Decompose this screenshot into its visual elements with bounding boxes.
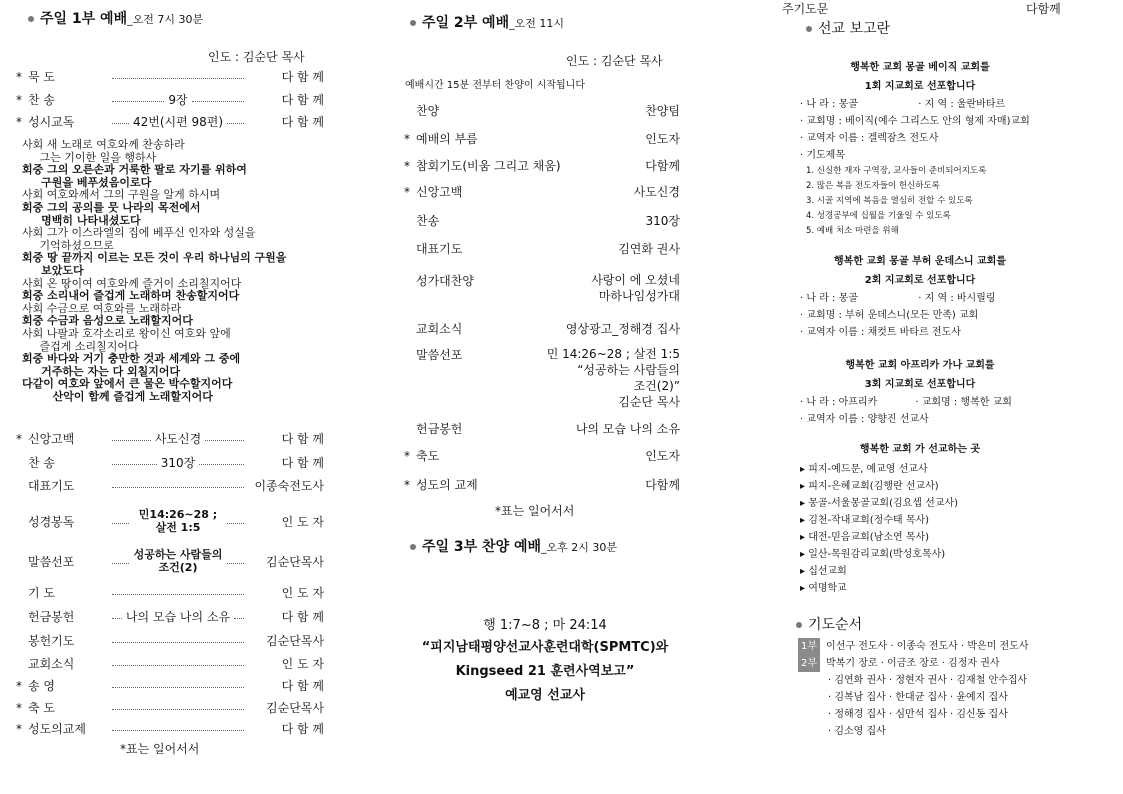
mission-line: ▸ 십선교회 bbox=[800, 566, 847, 577]
order-row bbox=[16, 477, 324, 494]
order-person-line: 찬양팀 bbox=[645, 104, 680, 118]
order-person bbox=[645, 476, 680, 493]
order-label: 성경봉독 bbox=[28, 514, 75, 529]
service2-leader: 인도 : 김순단 목사 bbox=[566, 54, 663, 68]
service1-title: 주일 1부 예배_오전 7시 30분 bbox=[28, 8, 203, 28]
mission-line: ▸ 김천-작내교회(정수태 목사) bbox=[800, 515, 930, 526]
order-label: 성도의교제 bbox=[28, 722, 86, 736]
order-person bbox=[566, 320, 680, 337]
order-label bbox=[404, 183, 462, 200]
star-mark: * bbox=[404, 185, 410, 199]
order-person: 다 함 께 bbox=[281, 722, 324, 736]
responsive-line: 사회 수금으로 여호와를 노래하라 bbox=[22, 301, 182, 315]
order-person: 이종숙전도사 bbox=[254, 479, 324, 493]
dotted-leader bbox=[112, 440, 151, 441]
mission-line: ▸ 피지-은혜교회(김행란 선교사) bbox=[800, 481, 939, 492]
order-row bbox=[404, 346, 680, 410]
prayer-row bbox=[798, 689, 1029, 706]
prayer-item: 5. 예배 처소 마련을 위해 bbox=[806, 226, 899, 236]
service2-note: 예배시간 15분 전부터 찬양이 시작됩니다 bbox=[405, 80, 585, 91]
order-label-text: 찬양 bbox=[416, 104, 440, 118]
order-label-text: 신앙고백 bbox=[416, 185, 463, 199]
prayer-order-list bbox=[798, 638, 1029, 740]
star-mark: * bbox=[404, 159, 410, 173]
order-person: 다 함 께 bbox=[281, 432, 324, 446]
star-mark: * bbox=[16, 92, 22, 107]
bullet-dot-icon bbox=[796, 622, 802, 628]
service3-verse: 행 1:7~8 ; 마 24:14 bbox=[483, 618, 607, 633]
responsive-line: 보았도다 bbox=[22, 263, 84, 277]
order-label bbox=[404, 320, 462, 337]
dotted-leader bbox=[234, 618, 244, 619]
order-label: 말씀선포 bbox=[28, 554, 75, 569]
order-person-line: 인도자 bbox=[645, 132, 680, 146]
order-label bbox=[404, 157, 561, 174]
order-person-line: 김연화 권사 bbox=[618, 242, 680, 256]
order-person: 인 도 자 bbox=[281, 514, 324, 529]
mission-line: ▸ 여명학교 bbox=[800, 583, 847, 594]
order-person: 김순단목사 bbox=[266, 554, 324, 569]
order-person-line: 김순단 목사 bbox=[618, 395, 680, 409]
responsive-line: 사회 나팔과 호각소리로 왕이신 여호와 앞에 bbox=[22, 326, 231, 340]
prayer-names: · 정해경 집사 · 심만석 집사 · 김신동 집사 bbox=[828, 709, 1008, 720]
dotted-leader bbox=[112, 563, 129, 564]
responsive-line: 사회 새 노래로 여호와께 찬송하라 bbox=[22, 138, 185, 151]
order-person: 다 함 께 bbox=[281, 610, 324, 624]
order-label-text: 교회소식 bbox=[416, 322, 463, 336]
order-person bbox=[645, 102, 680, 119]
dotted-leader bbox=[112, 78, 244, 79]
order-person-line: 인도자 bbox=[645, 449, 680, 463]
dotted-leader bbox=[112, 464, 157, 465]
mission-heading-2: 3회 지교회로 선포합니다 bbox=[864, 379, 976, 390]
lords-prayer-label: 주기도문 bbox=[782, 2, 829, 16]
mission-line: ▸ 몽골-서울몽골교회(김요셉 선교사) bbox=[800, 498, 959, 509]
order-row bbox=[16, 113, 324, 130]
mission-line: · 기도제목 bbox=[800, 150, 845, 161]
service2-footnote: *표는 일어서서 bbox=[495, 504, 575, 518]
prayer-item: 1. 신실한 재자 구역장, 교사들이 준비되어지도록 bbox=[806, 166, 987, 176]
order-label bbox=[404, 420, 462, 437]
responsive-line: 사회 그가 이스라엘의 집에 베푸신 인자와 성실을 bbox=[22, 226, 256, 240]
order-person-line: 다함께 bbox=[645, 478, 680, 492]
prayer-row bbox=[798, 706, 1029, 723]
responsive-line: 회중 소리내어 즐겁게 노래하며 찬송할지어다 bbox=[22, 289, 240, 303]
responsive-line: 회중 그의 공의를 뭇 나라의 목전에서 bbox=[22, 200, 201, 214]
prayer-row bbox=[798, 638, 1029, 655]
mission-heading: 행복한 교회 몽골 베이직 교회를 bbox=[850, 62, 990, 73]
order-label: 송 영 bbox=[28, 679, 55, 693]
mission-line: ▸ 일산-목원감리교회(박성호목사) bbox=[800, 549, 946, 560]
prayer-order-title: 기도순서 bbox=[796, 614, 862, 634]
order-person-line: 조건(2)” bbox=[633, 379, 680, 393]
order-label: 기 도 bbox=[28, 586, 55, 600]
order-person: 다 함 께 bbox=[281, 93, 325, 107]
lords-prayer-who: 다함께 bbox=[1026, 2, 1061, 16]
order-row bbox=[16, 655, 324, 672]
order-label bbox=[404, 476, 478, 493]
order-row bbox=[404, 447, 680, 464]
order-person bbox=[547, 346, 680, 410]
order-person-line: 사랑이 에 오셨네 bbox=[591, 273, 680, 287]
responsive-line: 구원을 베푸셨음이로다 bbox=[22, 175, 152, 189]
order-row bbox=[404, 183, 680, 200]
dotted-leader bbox=[227, 523, 244, 524]
order-person-line: 310장 bbox=[645, 214, 680, 228]
dotted-leader bbox=[112, 730, 244, 731]
responsive-line: 그는 기이한 일을 행하사 bbox=[22, 150, 157, 164]
dotted-leader bbox=[112, 101, 164, 102]
dotted-leader bbox=[227, 563, 244, 564]
prayer-item: 4. 성경공부에 십월을 기울일 수 있도록 bbox=[806, 211, 951, 221]
responsive-line: 산악이 함께 즐겁게 노래할지어다 bbox=[22, 389, 213, 403]
order-content: 민14:26~28 ; 살전 1:5 bbox=[138, 508, 218, 534]
order-label: 찬 송 bbox=[28, 456, 55, 470]
order-row bbox=[404, 130, 680, 147]
order-label bbox=[404, 272, 474, 304]
order-label: 축 도 bbox=[28, 701, 55, 715]
order-label-text: 찬송 bbox=[416, 214, 440, 228]
mission-heading: 행복한 교회 아프리카 가나 교회를 bbox=[845, 360, 995, 371]
prayer-names: · 김연화 권사 · 정현자 권사 · 김재철 안수집사 bbox=[828, 675, 1028, 686]
order-person: 다 함 께 bbox=[281, 70, 324, 84]
prayer-tag: 1부 bbox=[798, 638, 820, 655]
order-person-line: 사도신경 bbox=[633, 185, 680, 199]
order-label-text: 말씀선포 bbox=[416, 348, 463, 362]
responsive-line: 회중 땅 끝까지 이르는 모든 것이 우리 하나님의 구원을 bbox=[22, 251, 287, 265]
order-person bbox=[645, 157, 680, 174]
order-label bbox=[404, 240, 462, 257]
order-row bbox=[404, 240, 680, 257]
order-content: 나의 모습 나의 소유 bbox=[125, 610, 231, 624]
order-person: 인 도 자 bbox=[281, 657, 324, 671]
order-label bbox=[404, 102, 439, 119]
service3-title: 주일 3부 찬양 예배_오후 2시 30분 bbox=[410, 536, 617, 556]
dotted-leader bbox=[112, 123, 129, 124]
order-row bbox=[404, 476, 680, 493]
order-person bbox=[591, 272, 680, 304]
mission-line: · 교회명 : 베이직(예수 그리스도 안의 형제 자매)교회 bbox=[800, 116, 1030, 127]
order-row bbox=[16, 632, 324, 649]
bullet-dot-icon bbox=[28, 16, 34, 22]
order-person bbox=[634, 183, 680, 200]
mission-heading: 행복한 교회 가 선교하는 곳 bbox=[859, 444, 981, 455]
mission-line: · 교역자 이름 : 채컷트 바타르 전도사 bbox=[800, 327, 961, 338]
responsive-line: 즐겁게 소리칠지어다 bbox=[22, 339, 139, 353]
mission-block-1 bbox=[800, 58, 1040, 239]
order-label: 찬 송 bbox=[28, 93, 55, 107]
service1-footnote: *표는 일어서서 bbox=[120, 742, 200, 756]
responsive-line: 회중 바다와 거기 충만한 것과 세계와 그 중에 bbox=[22, 352, 241, 366]
mission-line: · 나 라 : 아프리카 · 교회명 : 행복한 교회 bbox=[800, 397, 1012, 408]
prayer-row bbox=[798, 672, 1029, 689]
star-mark: * bbox=[16, 721, 22, 736]
order-person: 김순단목사 bbox=[266, 634, 324, 648]
star-mark: * bbox=[16, 114, 22, 129]
order-label: 성시교독 bbox=[28, 115, 75, 129]
order-row bbox=[404, 157, 680, 174]
bullet-dot-icon bbox=[410, 20, 416, 26]
responsive-line: 명백히 나타내셨도다 bbox=[22, 213, 141, 227]
dotted-leader bbox=[112, 618, 122, 619]
order-person bbox=[646, 212, 681, 229]
star-mark: * bbox=[404, 132, 410, 146]
mission-block-4 bbox=[800, 440, 1040, 597]
responsive-line: 거주하는 자는 다 외칠지어다 bbox=[22, 364, 181, 378]
order-person: 김순단목사 bbox=[266, 701, 324, 715]
order-row bbox=[16, 91, 324, 108]
responsive-line: 회중 그의 오른손과 거룩한 팔로 자기를 위하여 bbox=[22, 163, 247, 177]
dotted-leader bbox=[112, 594, 244, 595]
order-row bbox=[404, 420, 680, 437]
order-person-line: 다함께 bbox=[645, 159, 680, 173]
order-person: 다 함 께 bbox=[281, 115, 324, 129]
dotted-leader bbox=[227, 123, 244, 124]
dotted-leader bbox=[205, 440, 244, 441]
order-row bbox=[16, 720, 324, 737]
star-mark: * bbox=[404, 478, 410, 492]
order-label: 헌금봉헌 bbox=[28, 610, 75, 624]
service2-title: 주일 2부 예배_오전 11시 bbox=[410, 12, 564, 32]
order-row bbox=[404, 272, 680, 304]
mission-line: · 나 라 : 몽골 · 지 역 : 울란바타르 bbox=[800, 99, 1006, 110]
responsive-reading bbox=[22, 139, 332, 403]
order-content: 42번(시편 98편) bbox=[132, 115, 224, 129]
mission-report-title: 선교 보고란 bbox=[806, 18, 890, 38]
order-row bbox=[404, 212, 680, 229]
mission-line: ▸ 피지-예드문, 예교영 선교사 bbox=[800, 464, 928, 475]
order-label: 대표기도 bbox=[28, 479, 75, 493]
responsive-line: 사회 여호와께서 그의 구원을 알게 하시며 bbox=[22, 188, 221, 202]
order-label bbox=[404, 212, 439, 229]
service3-title-line2: Kingseed 21 훈련사역보고” bbox=[455, 664, 635, 679]
order-row bbox=[16, 454, 324, 471]
order-label: 묵 도 bbox=[28, 70, 55, 84]
bullet-dot-icon bbox=[410, 544, 416, 550]
star-mark: * bbox=[16, 69, 22, 84]
responsive-line: 사회 온 땅이여 여호와께 즐거이 소리칠지어다 bbox=[22, 276, 242, 290]
star-mark: * bbox=[404, 449, 410, 463]
order-label: 교회소식 bbox=[28, 657, 75, 671]
order-label-text: 헌금봉헌 bbox=[416, 422, 463, 436]
mission-line: ▸ 대전-믿음교회(남소연 목사) bbox=[800, 532, 930, 543]
prayer-names: · 김소영 집사 bbox=[828, 726, 886, 737]
dotted-leader bbox=[112, 523, 129, 524]
order-person-line: 마하나임성가대 bbox=[598, 289, 680, 303]
mission-block-3 bbox=[800, 356, 1040, 428]
dotted-leader bbox=[112, 665, 244, 666]
prayer-item: 2. 많은 복음 전도자들이 헌신하도록 bbox=[806, 181, 940, 191]
order-label bbox=[404, 130, 478, 147]
order-label: 봉헌기도 bbox=[28, 634, 75, 648]
prayer-names: 박복기 장로 · 이금조 장로 · 김정자 권사 bbox=[826, 658, 1000, 669]
order-row bbox=[16, 68, 324, 85]
mission-line: · 나 라 : 몽골 · 지 역 : 바시릴링 bbox=[800, 293, 996, 304]
order-label bbox=[404, 447, 439, 464]
prayer-item: 3. 시골 지역에 복음을 열심히 전할 수 있도록 bbox=[806, 196, 973, 206]
star-mark: * bbox=[16, 678, 22, 693]
order-person-line: 나의 모습 나의 소유 bbox=[575, 422, 680, 436]
order-content: 성공하는 사람들의 조건(2) bbox=[133, 548, 223, 574]
mission-block-2 bbox=[800, 252, 1040, 341]
star-mark: * bbox=[16, 431, 22, 446]
dotted-leader bbox=[192, 101, 244, 102]
order-row bbox=[404, 102, 680, 119]
dotted-leader bbox=[112, 687, 244, 688]
dotted-leader bbox=[112, 642, 244, 643]
mission-heading-2: 1회 지교회로 선포합니다 bbox=[864, 81, 976, 92]
mission-heading-2: 2회 지교회로 선포합니다 bbox=[864, 275, 976, 286]
prayer-names: 이선구 전도사 · 이종숙 전도사 · 박은미 전도사 bbox=[826, 641, 1029, 652]
order-label: 신앙고백 bbox=[28, 432, 75, 446]
service1-leader: 인도 : 김순단 목사 bbox=[208, 50, 305, 64]
order-row bbox=[16, 430, 324, 447]
bullet-dot-icon bbox=[806, 26, 812, 32]
order-label-text: 축도 bbox=[416, 449, 440, 463]
order-row bbox=[16, 677, 324, 694]
order-person bbox=[645, 447, 680, 464]
prayer-row bbox=[798, 655, 1029, 672]
order-row bbox=[16, 584, 324, 601]
order-content: 9장 bbox=[168, 93, 188, 107]
order-person bbox=[645, 130, 680, 147]
mission-line: · 교역자 이름 : 겔렉잠츠 전도사 bbox=[800, 133, 939, 144]
responsive-line: 다같이 여호와 앞에서 큰 물은 박수할지어다 bbox=[22, 377, 233, 391]
responsive-line: 기억하셨으므로 bbox=[22, 238, 114, 252]
service3-title-line1: “피지남태평양선교사훈련대학(SPMTC)와 bbox=[421, 640, 669, 655]
dotted-leader bbox=[199, 464, 244, 465]
mission-line: · 교회명 : 부허 운데스니(모든 만족) 교회 bbox=[800, 310, 979, 321]
order-row bbox=[404, 320, 680, 337]
service3-speaker: 예교영 선교사 bbox=[505, 688, 585, 703]
prayer-tag: 2부 bbox=[798, 655, 820, 672]
order-person: 다 함 께 bbox=[281, 456, 324, 470]
star-mark: * bbox=[16, 700, 22, 715]
order-person: 인 도 자 bbox=[281, 586, 324, 600]
order-person-line: 영상광고_정해경 집사 bbox=[565, 322, 680, 336]
dotted-leader bbox=[112, 709, 244, 710]
order-person-line: “성공하는 사람들의 bbox=[577, 363, 680, 377]
order-label-text: 성가대찬양 bbox=[416, 274, 474, 288]
order-label bbox=[404, 346, 462, 410]
order-person: 다 함 께 bbox=[281, 679, 324, 693]
order-person bbox=[576, 420, 680, 437]
order-person bbox=[618, 240, 680, 257]
dotted-leader bbox=[112, 487, 244, 488]
order-row bbox=[16, 548, 324, 574]
prayer-names: · 김복남 집사 · 한대균 집사 · 윤예지 집사 bbox=[828, 692, 1008, 703]
order-label-text: 참회기도(비움 그리고 채움) bbox=[416, 159, 561, 173]
order-content: 사도신경 bbox=[154, 432, 202, 446]
order-label-text: 성도의 교제 bbox=[416, 478, 478, 492]
order-label-text: 대표기도 bbox=[416, 242, 463, 256]
order-row bbox=[16, 608, 324, 625]
responsive-line: 회중 수금과 음성으로 노래할지어다 bbox=[22, 314, 193, 328]
mission-line: · 교역자 이름 : 양향진 선교사 bbox=[800, 414, 929, 425]
order-label-text: 예배의 부름 bbox=[416, 132, 478, 146]
order-content: 310장 bbox=[160, 456, 196, 470]
order-person-line: 민 14:26~28 ; 살전 1:5 bbox=[546, 347, 680, 361]
order-row bbox=[16, 508, 324, 534]
mission-heading: 행복한 교회 몽골 부허 운데스니 교회를 bbox=[834, 256, 1006, 267]
order-row bbox=[16, 699, 324, 716]
prayer-row bbox=[798, 723, 1029, 740]
